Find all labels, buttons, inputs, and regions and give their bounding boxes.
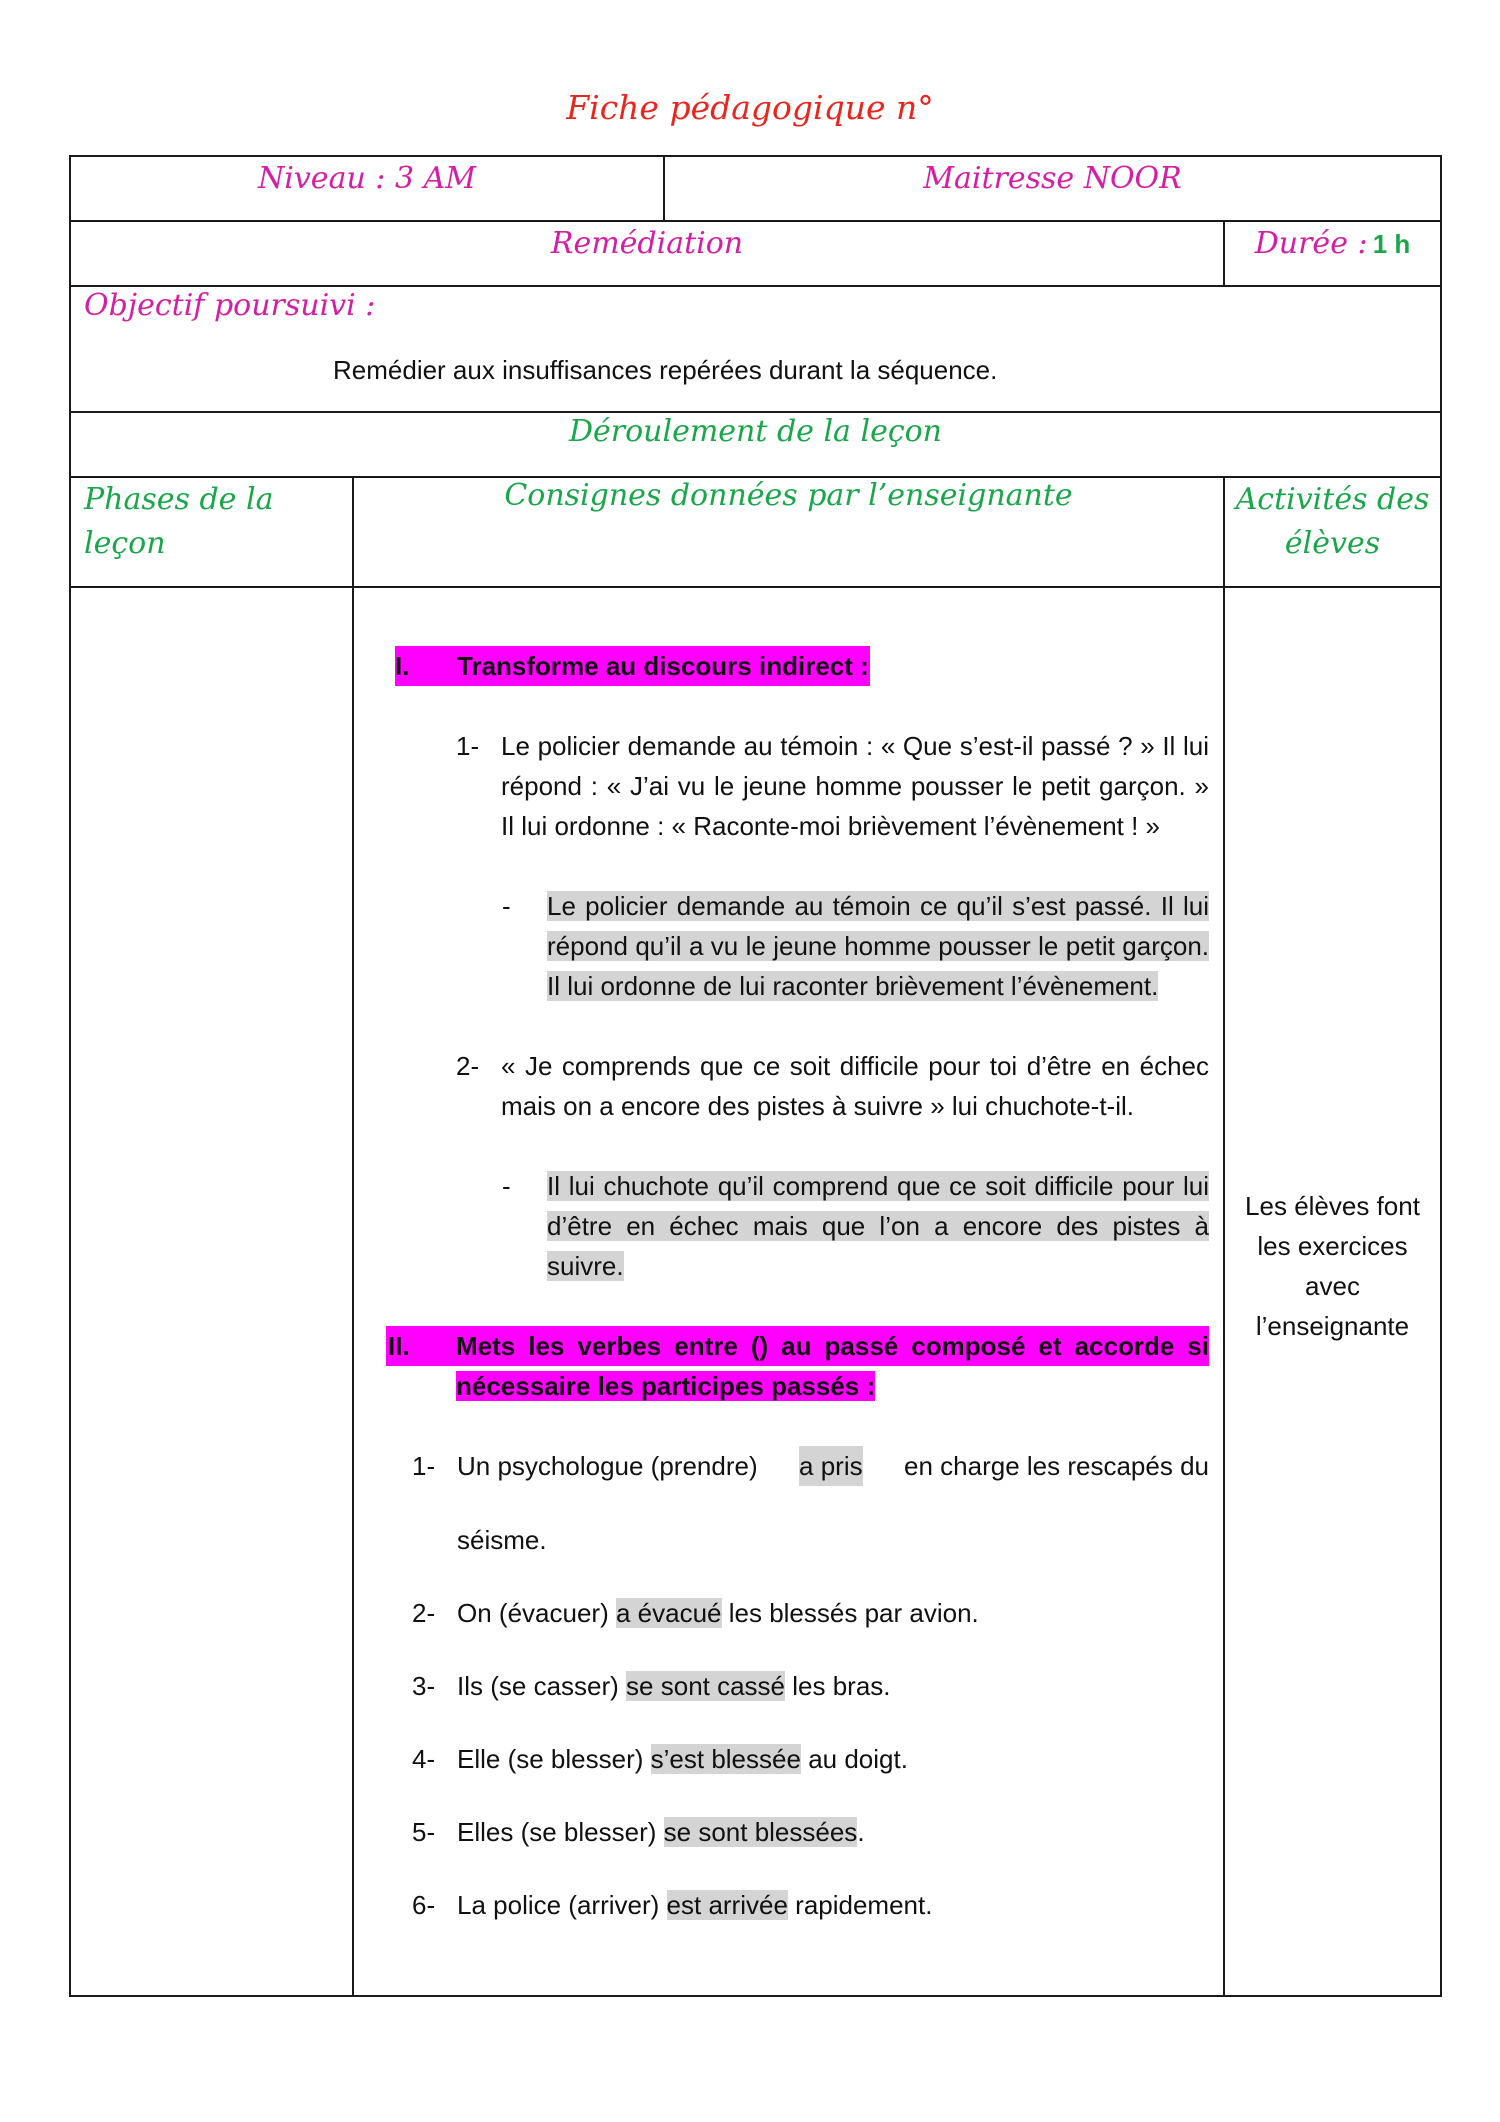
column-instructions: Consignes données par l’enseignante — [504, 478, 1073, 513]
duration-label: Durée : — [1254, 226, 1368, 261]
exercise-2-item-2-answer: a évacué — [615, 1598, 722, 1628]
exercise-2-item-6: La police (arriver) est arrivée rapidement. — [457, 1890, 933, 1920]
exercise-1-item-2-text: « Je comprends que ce soit difficile pour toi d’être en échec mais on a encore des pistes à suivre » lui chuchote-t-il. — [501, 1051, 1209, 1121]
exercise-2-item-5-number: 5- — [412, 1817, 436, 1847]
activities-text: Les élèves font les exercices avec l’enseignante — [1245, 1191, 1420, 1341]
exercise-1-heading — [395, 646, 870, 686]
exercise-2-item-3-answer: se sont cassé — [626, 1671, 786, 1701]
exercise-2-item-1-answer: a pris — [799, 1446, 863, 1486]
exercise-2-item-5: Elles (se blesser) se sont blessées. — [457, 1817, 865, 1847]
exercise-2-item-4-number: 4- — [412, 1744, 436, 1774]
exercise-2-item-5-answer: se sont blessées — [663, 1817, 858, 1847]
exercise-2-item-3: Ils (se casser) se sont cassé les bras. — [457, 1671, 891, 1701]
exercise-2-item-2-number: 2- — [412, 1598, 436, 1628]
exercise-2-item-4: Elle (se blesser) s’est blessée au doigt. — [457, 1744, 908, 1774]
exercise-1-item-1-answer: Le policier demande au témoin ce qu’il s’est passé. Il lui répond qu’il a vu le jeune homme pousser le petit garçon. Il lui ordonne de lui raconter brièvement l’évènement. — [547, 891, 1209, 1001]
page-title: Fiche pédagogique n° — [566, 88, 934, 127]
exercise-2-number: II. — [386, 1326, 1209, 1366]
lesson-type: Remédiation — [550, 226, 744, 261]
duration-value: 1 h — [1372, 229, 1411, 259]
exercise-1-number: I. — [395, 651, 410, 681]
duration — [1225, 222, 1440, 285]
exercise-1-title: Transforme au discours indirect : — [457, 651, 869, 681]
exercise-2-item-2: On (évacuer) a évacué les blessés par avion. — [457, 1598, 979, 1628]
exercise-2-item-3-number: 3- — [412, 1671, 436, 1701]
exercise-2-title: Mets les verbes entre () au passé composé et accorde si nécessaire les participes passés : — [456, 1331, 1209, 1401]
exercise-1-item-2-dash: - — [502, 1171, 511, 1201]
teacher-name: Maitresse NOOR — [923, 161, 1182, 196]
objective-label: Objectif poursuivi : — [84, 288, 376, 323]
exercise-1-item-1-number: 1- — [456, 731, 480, 761]
exercise-2-item-6-number: 6- — [412, 1890, 436, 1920]
exercise-2-item-1: Un psychologue (prendre) a pris en charge les rescapés du séisme. — [457, 1446, 1209, 1560]
lesson-steps-heading: Déroulement de la leçon — [568, 414, 943, 449]
niveau-label: Niveau : 3 AM — [258, 161, 476, 196]
exercise-1-item-2-answer: Il lui chuchote qu’il comprend que ce soit difficile pour lui d’être en échec mais que l’on a encore des pistes à suivre. — [547, 1171, 1209, 1281]
column-phases: Phases de la leçon — [84, 482, 274, 561]
exercise-1-item-1-dash: - — [502, 891, 511, 921]
column-activities: Activités des élèves — [1235, 482, 1430, 561]
exercise-2-item-4-answer: s’est blessée — [650, 1744, 801, 1774]
objective-text: Remédier aux insuffisances repérées durant la séquence. — [333, 355, 998, 385]
exercise-1-item-2-number: 2- — [456, 1051, 480, 1081]
exercise-2-item-1-number: 1- — [412, 1451, 436, 1481]
exercise-1-item-1-text: Le policier demande au témoin : « Que s’est-il passé ? » Il lui répond : « J’ai vu le jeune homme pousser le petit garçon. » Il lui ordonne : « Raconte-moi brièvement l’évènement ! » — [501, 731, 1209, 841]
exercise-2-item-6-answer: est arrivée — [666, 1890, 788, 1920]
